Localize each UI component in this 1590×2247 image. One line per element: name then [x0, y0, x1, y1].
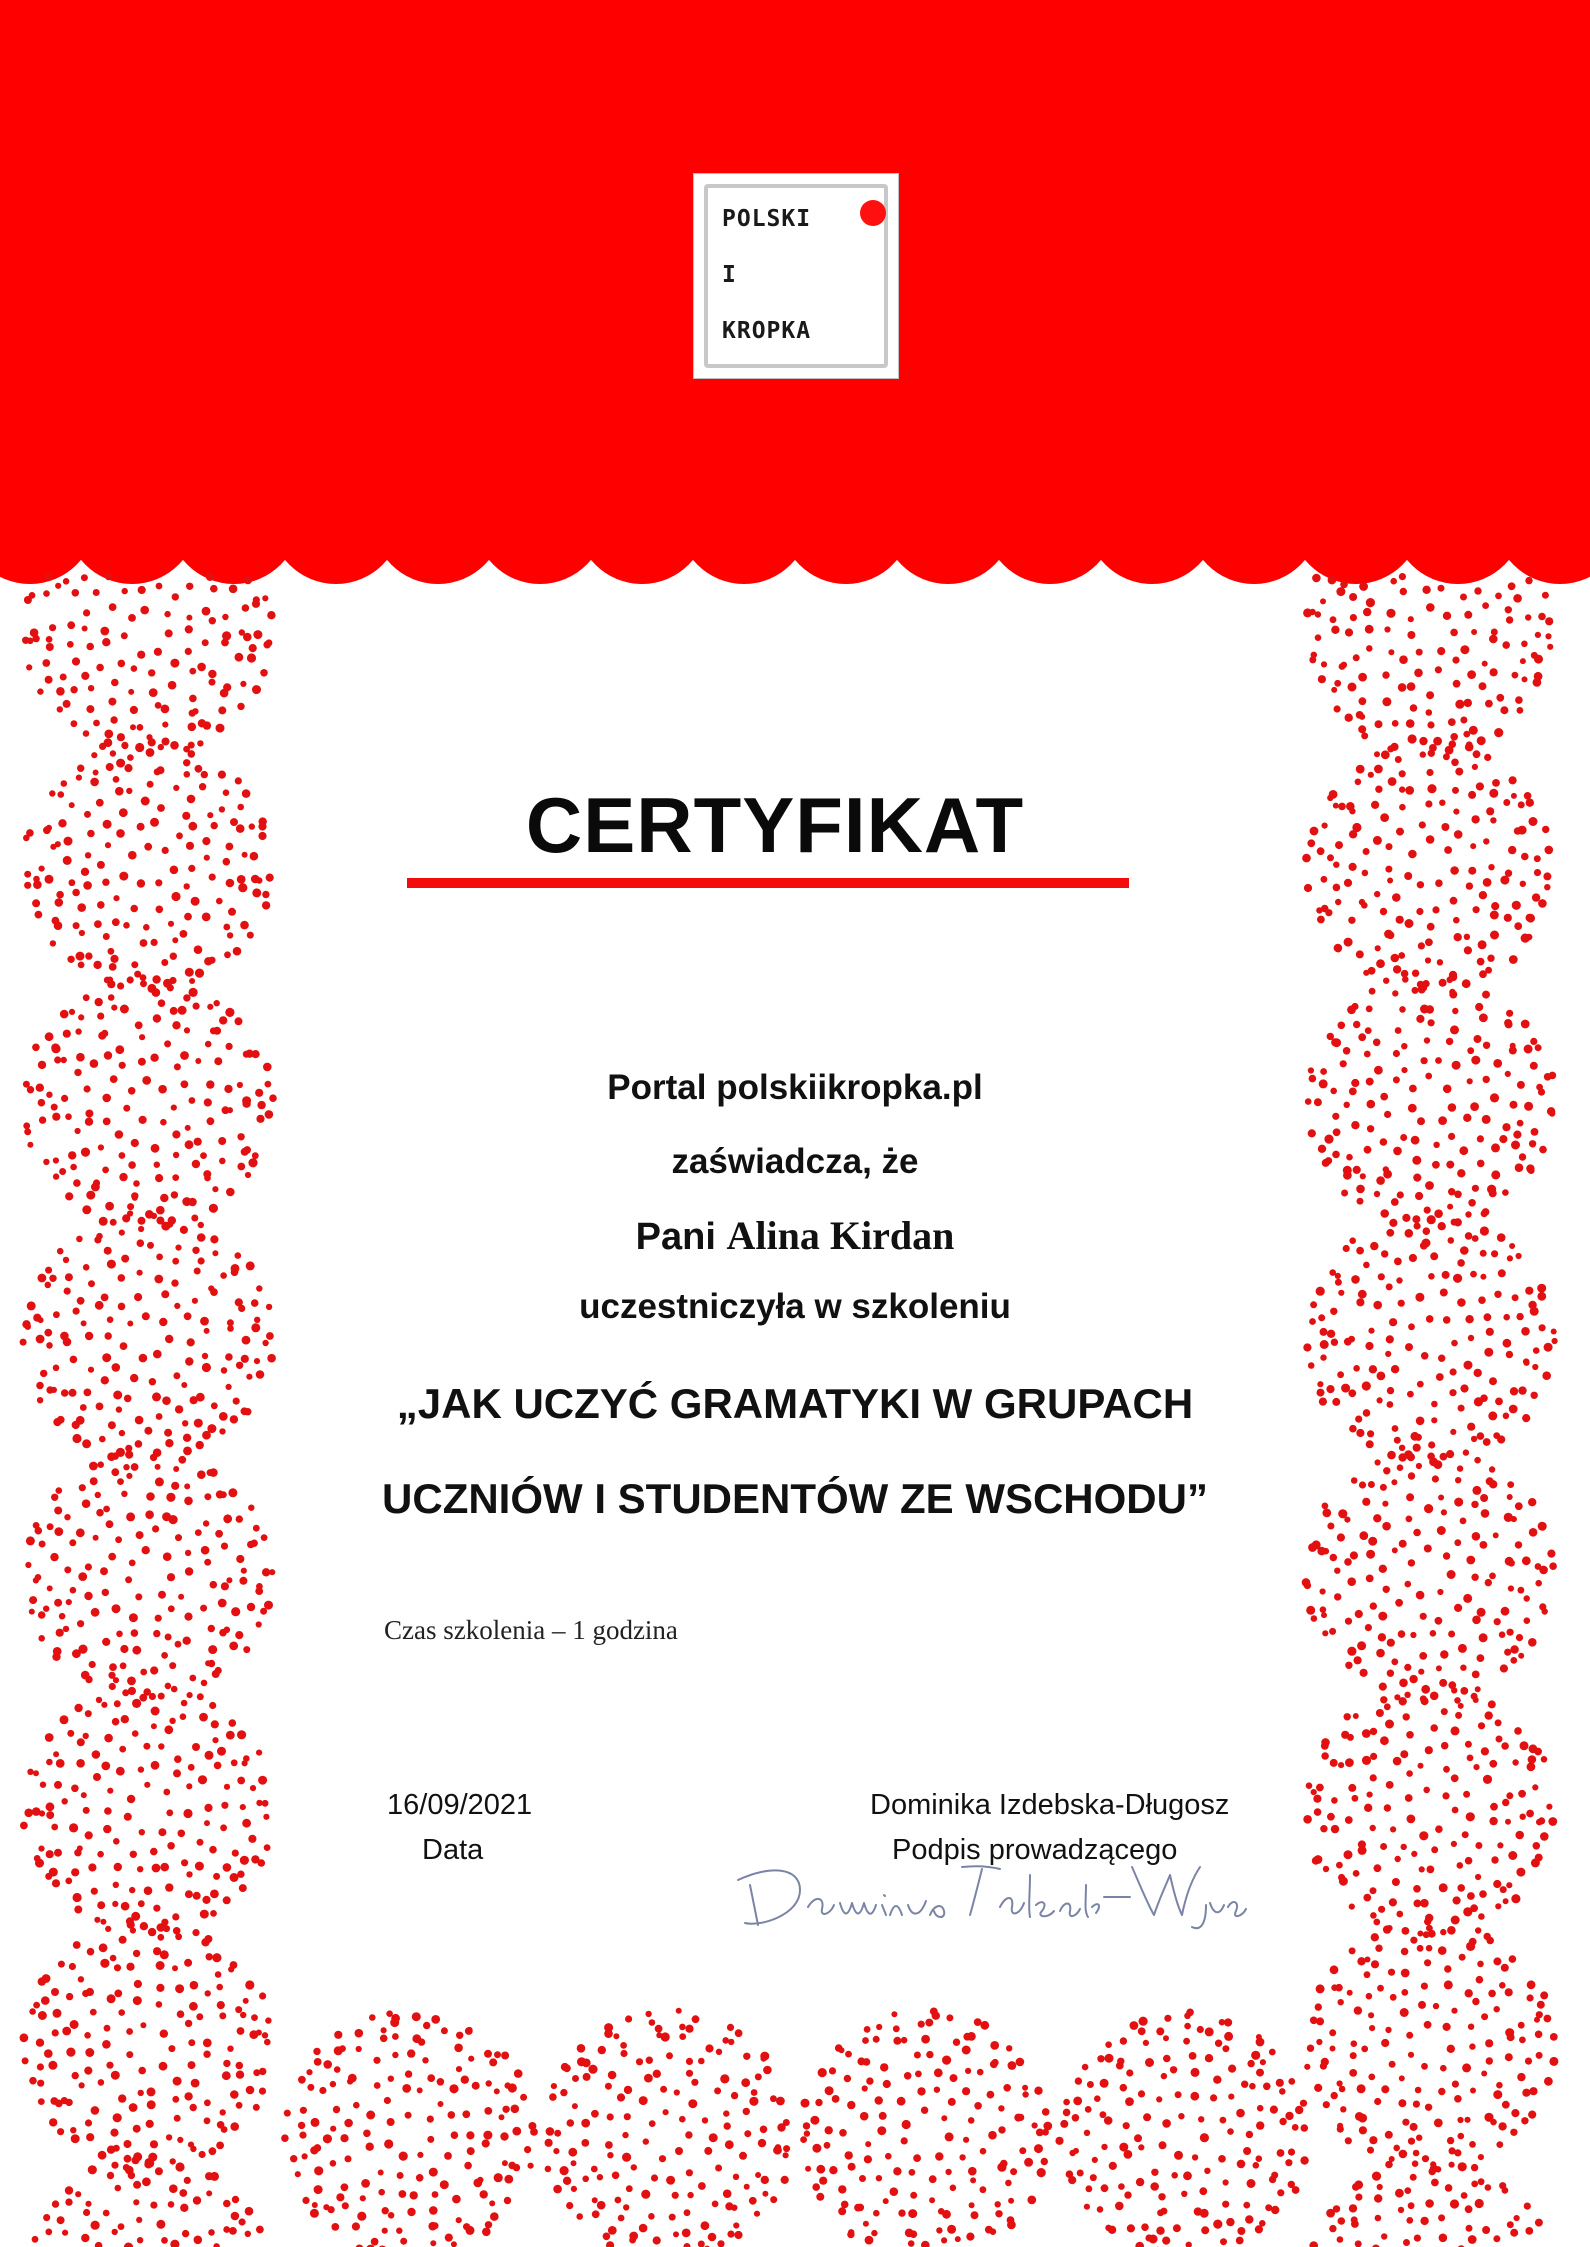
- participation-text: uczestniczyła w szkoleniu: [579, 1287, 1011, 1326]
- title-underline: [407, 878, 1129, 888]
- dot-cluster: [1055, 2009, 1308, 2247]
- dot-cluster: [1303, 573, 1553, 758]
- dot-cluster: [1303, 2155, 1555, 2247]
- logo-text-polski: POLSKI: [722, 206, 812, 232]
- logo-text-i: I: [722, 262, 737, 288]
- date-label: Data: [422, 1834, 484, 1866]
- signature-label: Podpis prowadzącego: [892, 1834, 1178, 1866]
- dot-cluster: [1305, 976, 1556, 1229]
- dot-cluster: [20, 1921, 272, 2172]
- polski-i-kropka-logo: [693, 173, 899, 379]
- issue-date: 16/09/2021: [387, 1789, 533, 1821]
- dot-cluster: [25, 1448, 275, 1701]
- dot-cluster: [1304, 1918, 1558, 2173]
- dot-cluster: [22, 573, 276, 751]
- dot-cluster: [23, 974, 277, 1228]
- dot-cluster: [800, 2008, 1052, 2247]
- certifies-text: zaświadcza, że: [671, 1142, 919, 1181]
- dot-cluster: [1302, 737, 1553, 991]
- certificate-title: CERTYFIKAT: [525, 781, 1025, 869]
- course-title-line-2: UCZNIÓW I STUDENTÓW ZE WSCHODU”: [382, 1475, 1208, 1522]
- instructor-name: Dominika Izdebska-Długosz: [870, 1789, 1230, 1821]
- logo-text-kropka: KROPKA: [722, 318, 812, 344]
- dot-cluster: [23, 738, 274, 991]
- dot-cluster: [20, 1686, 271, 1935]
- recipient-line: [295, 1212, 1295, 1259]
- handwritten-signature: [730, 1845, 1250, 1935]
- training-duration: Czas szkolenia – 1 godzina: [384, 1615, 678, 1645]
- logo-red-dot: [860, 200, 886, 226]
- dot-cluster: [281, 2010, 538, 2247]
- dot-cluster: [20, 1210, 276, 1461]
- dot-cluster: [20, 2155, 274, 2247]
- issuer-text: Portal polskiikropka.pl: [607, 1068, 983, 1107]
- course-title-line-1: „JAK UCZYĆ GRAMATYKI W GRUPACH: [396, 1380, 1194, 1427]
- recipient-name: Alina Kirdan: [726, 1213, 955, 1258]
- honorific: Pani: [635, 1216, 727, 1258]
- dot-cluster: [1303, 1685, 1557, 1938]
- dot-cluster: [545, 2008, 791, 2247]
